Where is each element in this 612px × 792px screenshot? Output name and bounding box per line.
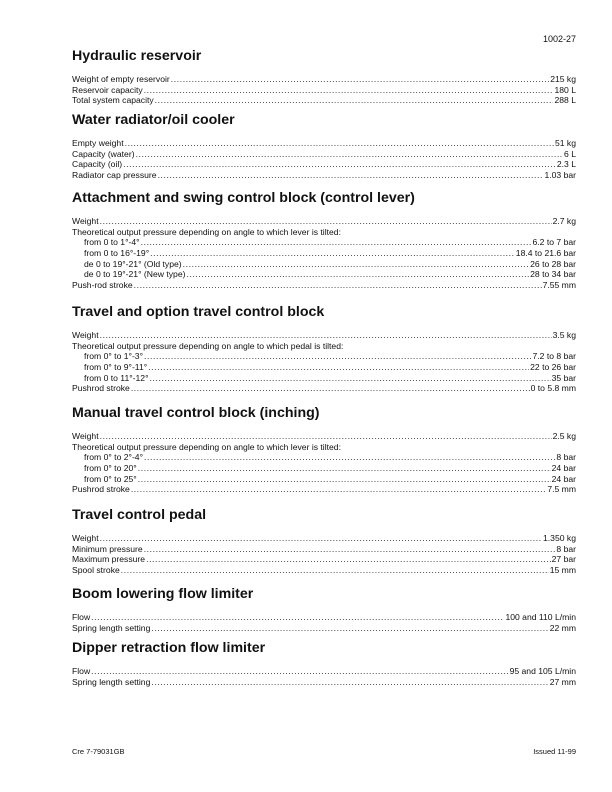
- spec-label: Pushrod stroke: [72, 484, 130, 495]
- leader-dots: [158, 170, 544, 181]
- spec-label: from 0 to 11°-12°: [84, 372, 149, 383]
- leader-dots: [131, 383, 530, 394]
- spec-section: [72, 405, 576, 495]
- leader-dots: [141, 237, 532, 248]
- spec-label: Capacity (oil): [72, 159, 123, 170]
- leader-dots: [131, 484, 547, 495]
- leader-dots: [100, 330, 552, 341]
- leader-dots: [100, 533, 542, 544]
- spec-row: [72, 442, 576, 453]
- spec-label: Theoretical output pressure depending on angle to which lever is tilted:: [72, 226, 341, 237]
- page-number: 1002-27: [542, 34, 576, 44]
- spec-section: [72, 507, 576, 576]
- spec-row: [72, 677, 576, 688]
- section-heading: Water radiator/oil cooler: [72, 112, 235, 128]
- leader-dots: [151, 677, 548, 688]
- spec-label: from 0° to 25°: [84, 473, 137, 484]
- spec-row: [72, 544, 576, 555]
- spec-row: [72, 227, 576, 238]
- spec-label: Radiator cap pressure: [72, 170, 157, 181]
- leader-dots: [134, 280, 542, 291]
- spec-label: Pushrod stroke: [72, 383, 130, 394]
- spec-label: from 0 to 16°-19°: [84, 248, 150, 259]
- spec-row: [72, 248, 576, 259]
- spec-row: [72, 269, 576, 280]
- spec-row: [72, 95, 576, 106]
- spec-value: 22 mm: [549, 622, 576, 633]
- leader-dots: [144, 85, 554, 96]
- spec-value: 1.03 bar: [544, 170, 576, 181]
- spec-label: Flow: [72, 666, 91, 676]
- spec-row: [72, 373, 576, 384]
- spec-row: [72, 533, 576, 544]
- section-heading: Travel control pedal: [72, 507, 207, 523]
- spec-value: 26 to 28 bar: [530, 258, 576, 269]
- spec-label: Weight: [72, 533, 99, 543]
- spec-value: 215 kg: [550, 74, 576, 84]
- leader-dots: [138, 463, 551, 474]
- spec-row: [72, 259, 576, 270]
- spec-row: [72, 565, 576, 576]
- spec-value: 180 L: [554, 84, 576, 95]
- spec-row: [72, 149, 576, 160]
- section-heading: Dipper retraction flow limiter: [72, 640, 266, 656]
- spec-row: [72, 351, 576, 362]
- spec-row: [72, 280, 576, 291]
- leader-dots: [121, 565, 549, 576]
- footer-issue-date: Issued 11-99: [533, 747, 576, 756]
- spec-value: 2.7 kg: [552, 216, 576, 226]
- spec-label: Spring length setting: [72, 622, 151, 633]
- spec-row: [72, 612, 576, 623]
- spec-label: from 0° to 20°: [84, 463, 137, 474]
- spec-section: [72, 304, 576, 394]
- spec-section: [72, 190, 576, 291]
- leader-dots: [91, 612, 504, 623]
- spec-row: [72, 554, 576, 565]
- section-heading: Travel and option travel control block: [72, 304, 325, 320]
- spec-label: Theoretical output pressure depending on angle to which pedal is tilted:: [72, 340, 344, 351]
- spec-label: Weight of empty reservoir: [72, 74, 170, 84]
- spec-section: [72, 112, 576, 181]
- spec-value: 35 bar: [551, 372, 576, 383]
- spec-value: 7.5 mm: [547, 484, 576, 495]
- spec-row: [72, 330, 576, 341]
- spec-label: Flow: [72, 612, 91, 622]
- leader-dots: [150, 373, 551, 384]
- spec-value: 6.2 to 7 bar: [532, 237, 576, 248]
- spec-label: Spool stroke: [72, 565, 120, 576]
- section-heading: Hydraulic reservoir: [72, 48, 202, 64]
- spec-label: Spring length setting: [72, 676, 151, 687]
- spec-value: 18.4 to 21.6 bar: [515, 248, 576, 259]
- spec-label: from 0° to 1°-3°: [84, 351, 144, 362]
- spec-label: Capacity (water): [72, 148, 135, 159]
- spec-label: Weight: [72, 330, 99, 340]
- spec-row: [72, 74, 576, 85]
- spec-row: [72, 623, 576, 634]
- spec-row: [72, 237, 576, 248]
- leader-dots: [100, 216, 552, 227]
- spec-section: [72, 48, 576, 106]
- section-heading: Boom lowering flow limiter: [72, 586, 254, 602]
- spec-label: Weight: [72, 216, 99, 226]
- spec-section: [72, 586, 576, 633]
- leader-dots: [150, 248, 515, 259]
- spec-row: [72, 431, 576, 442]
- spec-value: 15 mm: [549, 565, 576, 576]
- spec-value: 24 bar: [551, 473, 576, 484]
- spec-value: 24 bar: [551, 463, 576, 474]
- spec-row: [72, 666, 576, 677]
- spec-label: from 0 to 1°-4°: [84, 237, 140, 248]
- leader-dots: [186, 269, 529, 280]
- leader-dots: [100, 431, 552, 442]
- spec-row: [72, 474, 576, 485]
- spec-label: Empty weight: [72, 138, 124, 148]
- leader-dots: [144, 351, 531, 362]
- spec-label: from 0° to 9°-11°: [84, 362, 148, 373]
- spec-value: 2.3 L: [556, 159, 576, 170]
- spec-value: 288 L: [554, 95, 576, 106]
- spec-value: 8 bar: [556, 543, 576, 554]
- spec-row: [72, 463, 576, 474]
- leader-dots: [144, 544, 556, 555]
- spec-value: 7.2 to 8 bar: [532, 351, 576, 362]
- section-heading: Manual travel control block (inching): [72, 405, 320, 421]
- leader-dots: [138, 474, 551, 485]
- footer-document-code: Cre 7-79031GB: [72, 747, 125, 756]
- spec-row: [72, 170, 576, 181]
- spec-label: Reservoir capacity: [72, 84, 143, 95]
- leader-dots: [91, 666, 508, 677]
- spec-value: 28 to 34 bar: [530, 269, 576, 280]
- spec-value: 27 mm: [549, 676, 576, 687]
- leader-dots: [171, 74, 549, 85]
- spec-section: [72, 640, 576, 687]
- spec-label: de 0 to 19°-21° (New type): [84, 269, 186, 280]
- spec-row: [72, 138, 576, 149]
- spec-row: [72, 362, 576, 373]
- spec-label: Maximum pressure: [72, 554, 146, 565]
- spec-row: [72, 159, 576, 170]
- leader-dots: [136, 149, 563, 160]
- spec-row: [72, 341, 576, 352]
- spec-value: 0 to 5.8 mm: [530, 383, 576, 394]
- spec-value: 27 bar: [551, 554, 576, 565]
- leader-dots: [123, 159, 556, 170]
- spec-label: Push-rod stroke: [72, 280, 133, 291]
- leader-dots: [144, 452, 555, 463]
- leader-dots: [125, 138, 554, 149]
- spec-value: 6 L: [564, 148, 576, 159]
- leader-dots: [146, 554, 551, 565]
- leader-dots: [148, 362, 529, 373]
- spec-value: 7.55 mm: [542, 280, 576, 291]
- spec-value: 22 to 26 bar: [530, 362, 576, 373]
- spec-label: Weight: [72, 431, 99, 441]
- spec-value: 3.5 kg: [552, 330, 576, 340]
- section-heading: Attachment and swing control block (control lever): [72, 190, 415, 206]
- leader-dots: [155, 95, 554, 106]
- spec-label: de 0 to 19°-21° (Old type): [84, 258, 182, 269]
- spec-value: 2.5 kg: [552, 431, 576, 441]
- spec-value: 1.350 kg: [543, 533, 576, 543]
- leader-dots: [151, 623, 548, 634]
- spec-row: [72, 216, 576, 227]
- leader-dots: [183, 259, 529, 270]
- spec-value: 51 kg: [554, 138, 576, 148]
- spec-value: 100 and 110 L/min: [505, 612, 576, 622]
- spec-value: 8 bar: [556, 452, 576, 463]
- spec-label: Total system capacity: [72, 95, 154, 106]
- spec-label: from 0° to 2°-4°: [84, 452, 144, 463]
- spec-row: [72, 452, 576, 463]
- spec-row: [72, 85, 576, 96]
- spec-value: 95 and 105 L/min: [509, 666, 576, 676]
- spec-label: Theoretical output pressure depending on angle to which lever is tilted:: [72, 441, 341, 452]
- spec-label: Minimum pressure: [72, 543, 143, 554]
- spec-row: [72, 383, 576, 394]
- spec-row: [72, 484, 576, 495]
